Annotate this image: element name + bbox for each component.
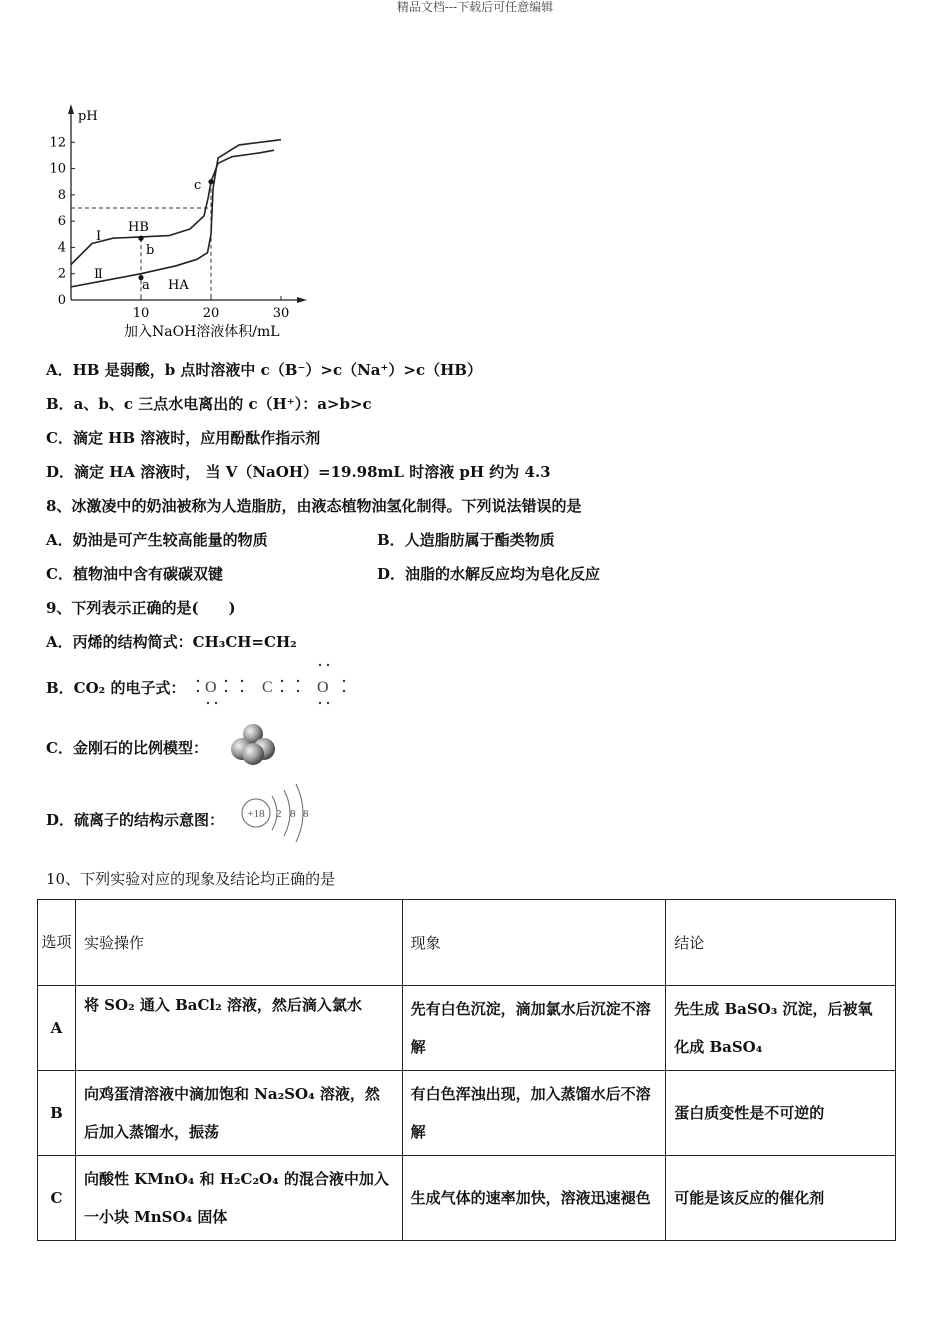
page-header: 精品文档---下载后可任意编辑 (396, 0, 554, 14)
row-conclusion: 蛋白质变性是不可逆的 (666, 1071, 896, 1156)
q8-option-c: C．植物油中含有碳碳双键 (46, 565, 223, 583)
q8-option-b: B．人造脂肪属于酯类物质 (377, 531, 555, 549)
header-conclusion: 结论 (666, 900, 896, 986)
q9-a-prefix: A．丙烯的结构简式： (46, 633, 193, 651)
y-tick-label: 10 (49, 161, 66, 177)
q8-option-d: D．油脂的水解反应均为皂化反应 (377, 565, 601, 583)
curve-label-1: Ⅰ (96, 229, 102, 244)
q9-option-c: C．金刚石的比例模型： (46, 739, 208, 757)
point-b-label: b (146, 243, 155, 258)
shell-3: 8 (303, 808, 309, 820)
co2-c: C (262, 679, 273, 696)
table-header-row (38, 900, 896, 986)
x-tick-label: 20 (202, 306, 220, 321)
y-tick-label: 4 (57, 240, 66, 256)
table-row (38, 986, 896, 1071)
point-c-label: c (194, 178, 202, 193)
row-phenomenon: 生成气体的速率加快，溶液迅速褪色 (402, 1156, 666, 1241)
point-c (208, 179, 213, 184)
row-option: B (38, 1071, 76, 1156)
ha-label: HA (168, 278, 189, 293)
nucleus-charge: +18 (247, 808, 265, 820)
titration-chart (40, 100, 360, 345)
row-operation: 将 SO₂ 通入 BaCl₂ 溶液，然后滴入氯水 (75, 986, 402, 1071)
x-axis-arrow (297, 297, 307, 303)
curve-label-2: Ⅱ (94, 267, 103, 282)
row-phenomenon: 先有白色沉淀，滴加氯水后沉淀不溶解 (402, 986, 666, 1071)
table-row (38, 1156, 896, 1241)
row-phenomenon: 有白色浑浊出现，加入蒸馏水后不溶解 (402, 1071, 666, 1156)
q7-option-a: A．HB 是弱酸，b 点时溶液中 c（B⁻）>c（Na⁺）>c（HB） (46, 361, 482, 379)
curve-1 (71, 150, 274, 264)
y-axis-arrow (68, 104, 74, 114)
q7-option-d: D．滴定 HA 溶液时， 当 V（NaOH）=19.98mL 时溶液 pH 约为 4.3 (46, 463, 551, 481)
y-tick-label: 6 (57, 214, 66, 230)
row-conclusion: 可能是该反应的催化剂 (666, 1156, 896, 1241)
row-option: A (38, 986, 76, 1071)
q9-option-a (46, 632, 297, 652)
q10-table (37, 899, 896, 1241)
q9-option-b: B．CO₂ 的电子式： (46, 679, 186, 697)
q9-option-d: D．硫离子的结构示意图： (46, 811, 225, 829)
row-operation: 向酸性 KMnO₄ 和 H₂C₂O₄ 的混合液中加入一小块 MnSO₄ 固体 (75, 1156, 402, 1241)
header-option: 选项 (38, 900, 76, 986)
point-b (138, 236, 143, 241)
q7-option-c: C．滴定 HB 溶液时，应用酚酞作指示剂 (46, 429, 321, 447)
header-phenomenon: 现象 (402, 900, 666, 986)
table-row (38, 1071, 896, 1156)
y-tick-label: 0 (57, 293, 66, 308)
shell-2: 8 (290, 808, 296, 820)
sulfide-ion-diagram (238, 782, 328, 844)
y-tick-label: 8 (57, 187, 66, 203)
y-axis-label: pH (78, 109, 98, 124)
q8-option-a: A．奶油是可产生较高能量的物质 (46, 531, 268, 549)
x-tick-label: 10 (132, 306, 150, 321)
diamond-model-icon (228, 722, 278, 768)
co2-o2: O (317, 679, 329, 696)
shell-1: 2 (276, 808, 282, 820)
x-tick-label: 30 (272, 306, 290, 321)
point-a-label: a (142, 278, 150, 293)
curve-2 (71, 140, 281, 287)
header-operation: 实验操作 (75, 900, 402, 986)
propene-formula: CH₃CH=CH₂ (192, 633, 297, 651)
y-tick-label: 12 (49, 135, 66, 151)
co2-o1: O (205, 679, 217, 696)
q7-option-b: B．a、b、c 三点水电离出的 c（H⁺）：a>b>c (46, 395, 372, 413)
q9-stem: 9、下列表示正确的是( ) (46, 599, 236, 617)
row-option: C (38, 1156, 76, 1241)
co2-electron-formula (186, 662, 356, 712)
hb-label: HB (128, 220, 149, 235)
row-conclusion: 先生成 BaSO₃ 沉淀，后被氧化成 BaSO₄ (666, 986, 896, 1071)
q10-stem: 10、下列实验对应的现象及结论均正确的是 (46, 870, 336, 888)
row-operation: 向鸡蛋清溶液中滴加饱和 Na₂SO₄ 溶液，然后加入蒸馏水，振荡 (75, 1071, 402, 1156)
q8-stem: 8、冰激凌中的奶油被称为人造脂肪，由液态植物油氢化制得。下列说法错误的是 (46, 497, 582, 515)
x-axis-label: 加入NaOH溶液体积/mL (124, 324, 280, 340)
y-tick-label: 2 (57, 266, 66, 282)
